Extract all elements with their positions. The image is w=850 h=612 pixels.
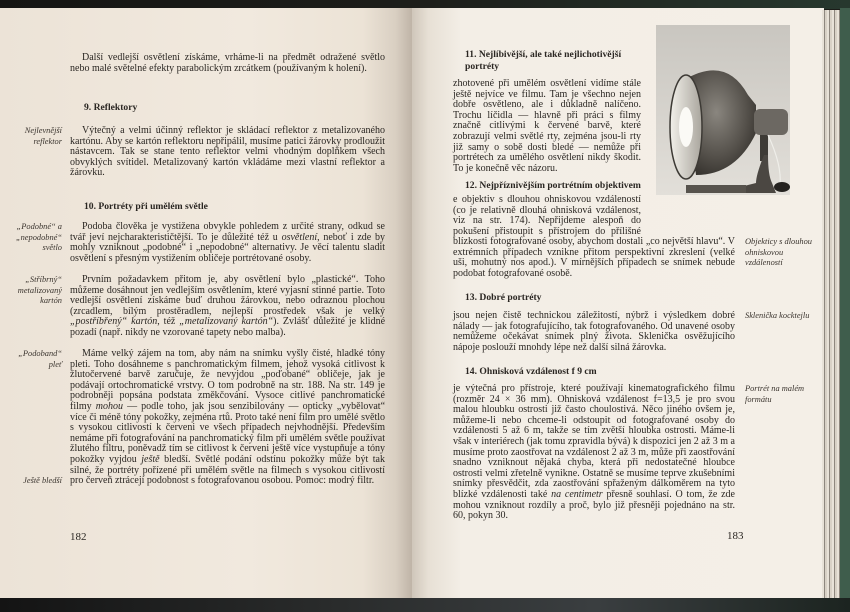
text-run: , též xyxy=(157,316,180,328)
italic-text-run: „postříbřený“ kartón xyxy=(70,316,158,328)
heading-portretni-objektiv: 12. Nejpříznivějším portrétním objektivem xyxy=(465,180,641,191)
book-page-edges xyxy=(822,10,840,598)
text-run: přesně souhlasí. O tom, že zde mohou vzniknout rozdíly a proč, bylo již přesněji pojednáno na str. 60, pokyn 30. xyxy=(453,488,735,522)
text-run: Podoba člověka je vystižena obvykle pohledem z určité strany, odkud se tvář jeví nejcharakterističtější. To je důležité též u xyxy=(70,221,385,243)
margin-note-stribrny: „Stříbrný“ metalizovaný kartón xyxy=(17,275,62,306)
italic-text-run: na centimetr xyxy=(551,488,603,500)
paragraph-intro xyxy=(70,53,385,74)
text-run: , neboť i zde by mohly vzniknout „podobné“ i „nepodobné“ alternativy. Je věcí talentu sladit osvětlení s přesným vystižením obličeje portrétované osoby. xyxy=(70,231,385,264)
text-run: je výtečná pro přístroje, které používají kinematografického filmu (rozměr 24 × 36 mm). Ohnisková vzdálenost f=13,5 je pro svou malou hloubku ostrosti již často choulostivá. Něco jiného ovšem je, můžeme-li nebo chceme-li odstoupit od fotografované osoby do vzdálenosti 5 až 6 m, takže se tím zvětší hloubka ostrosti. Máme-li však v interiérech (jak tomu zpravidla bývá) k dispozici jen 2 až 3 m a musíme proto zaostřovat na vzdálenost 2 až 3 m, může při zaostřování snadno vzniknout nějaká chyba, která při nedostatečné hloubce ostrosti velmi zřetelně vynikne. Ostatně se musíme teprve zkušebními snímky přesvědčit, zda zaostřování spřaženým dálkoměrem na tyto blízké vzdálenosti také xyxy=(453,383,735,500)
paragraph-objektiv-part2 xyxy=(453,237,735,279)
margin-note-bledsi: Ještě bledší xyxy=(23,476,62,485)
margin-note-sklenicka: Sklenička kocktejlu xyxy=(745,311,810,320)
italic-text-run: ještě xyxy=(141,453,160,465)
page-number-left: 182 xyxy=(70,531,87,543)
text-run: — podle toho, jak jsou senzibilovány — opticky „vybělovat“ více či méně tóny pokožky, zejména rtů. Proto také není film pro umělé světlo s vysokou citlivostí k červeni ve všech případech nejvhodnější. Především nemáme při fotografování na panchromatický film při umělém světle používat žlutého filtru, poněvadž tím se citlivost k červeni ještě více vystupňuje a tóny pokožky vyjdou xyxy=(70,400,386,465)
text-run: bledší. Světlé podání odstínu pokožky může být tak silné, že portréty pořízené při umělém světle na filmech s vysokou citlivostí pro červeň ztrácejí podobnost s fotografovanou osobou. Pomoc: modrý filtr. xyxy=(70,453,385,487)
margin-note-portret: Portrét na malém formátu xyxy=(745,384,805,404)
paragraph-dobre-portrety xyxy=(453,311,735,353)
reflector-lamp-photo-icon xyxy=(656,25,790,195)
paragraph-objektiv-part1 xyxy=(453,195,641,237)
text-run: jsou nejen čistě technickou záležitostí, nýbrž i výsledkem dobré nálady — jak fotografujícího, tak fotografovaného. Od unavené osoby nemůžeme očekávat snímek plný života. Sklenička osvěžujícího nápoje poslouží mnohdy lépe než další silná žárovka. xyxy=(453,310,735,353)
text-run: blízkosti fotografované osoby, abychom dostali „co největší hlavu“. V extrémních případech vznikne přitom perspektivní zkreslení (velké uši, mohutný nos apod.). V mírnějších případech se snímek nebude podobat fotografované osobě. xyxy=(453,236,735,279)
text-run: zhotovené při umělém osvětlení vidíme stále ještě nejvíce ve filmu. Tam je všechno nejen dobře osvětleno, ale i důkladně nalíčeno. Trochu líčidla — hlavně při práci s filmy značně citlivými k červené barvě, které zobrazují velmi světlé rty, zejména jsou-li rty již samy o sobě dosti bledé — nemůže při portrétech za umělého osvětlení nikdy škodit. To je konečně věc názoru. xyxy=(453,78,641,174)
text-run: e objektiv s dlouhou ohniskovou vzdáleností (co je relativně dlouhá ohnisková vzdálenost, viz na str. 174). Nepřijdeme alespoň do pokušení přistoupit s přístrojem do přílišné xyxy=(453,194,641,237)
text-run: Další vedlejší osvětlení získáme, vrháme-li na předmět odražené světlo nebo malé světelné efekty parabolickým zrcátkem (používaným k holení). xyxy=(70,52,385,74)
heading-ohniskova-vzdalenost: 14. Ohnisková vzdálenost f 9 cm xyxy=(465,366,597,377)
text-run: ). Zvlášť důležité je klidné pozadí (např. nikdy ne vzorované tapety nebo malba). xyxy=(70,316,386,338)
text-run: Máme velký zájem na tom, aby nám na snímku vyšly čisté, hladké tóny pleti. Toho dosáhneme s panchromatickým filmem, jehož vysoká citlivost k žlutočervené barvě zaručuje, že nevyjdou „poďobané“ obličeje, jak je podávají ortochromatické vrstvy. O tom podrobně na str. 188. Na str. 149 je podrobněji popsána podstata změkčování. Vysoce citlivé panchromatické filmy xyxy=(70,348,385,412)
text-run: Výtečný a velmi účinný reflektor je skládací reflektor z metalizovaného kartónu. Aby se kartón reflektoru nepřipálil, musíme patici žárovky prodloužit nástavcem. Tak se stane tento reflektor velmi vhodným doplňkem všech obvyklých svítidel. Metalizovaný kartón vkládáme mezi vlastní reflektor a žárovku. xyxy=(70,125,385,179)
paragraph-licidla xyxy=(453,79,641,174)
margin-note-objektivy: Objekticy s dlouhou ohniskovou vzdáleností xyxy=(745,237,812,268)
paragraph-plasticke xyxy=(70,275,385,339)
paragraph-ohniskova-vzdalenost xyxy=(453,384,735,522)
italic-text-run: osvětlení xyxy=(281,231,318,243)
margin-note-podoband: „Podoband“ pleť xyxy=(18,349,62,369)
heading-nejlibivejsi-portrety: 11. Nejlíbivější, ale také nejlichotivější portréty xyxy=(465,49,622,72)
heading-portrety-umele-svetlo: 10. Portréty při umělém světle xyxy=(84,201,208,212)
text-run: Prvním požadavkem přitom je, aby osvětlení bylo „plastické“. Toho můžeme dosáhnout jen vedlejším osvětlením, které vyjasní stinné partie. Toto vedlejší osvětlení získáme buď druhou žárovkou, nebo odraznou plochou (zrcadlem, bílým prostěradlem, nejlepší prostředek však je velký xyxy=(70,274,385,317)
heading-dobre-portrety: 13. Dobré portréty xyxy=(465,292,542,303)
paragraph-reflektory xyxy=(70,126,385,179)
paragraph-podoba xyxy=(70,222,385,264)
italic-text-run: mohou xyxy=(95,400,123,412)
italic-text-run: „metalizovaný kartón“ xyxy=(179,316,274,328)
paragraph-plet xyxy=(70,349,385,487)
scan-border-bottom xyxy=(0,598,850,612)
margin-note-reflektor: Nejlevnější reflektor xyxy=(24,126,62,146)
book-cover-edge xyxy=(840,8,850,599)
page-number-right: 183 xyxy=(727,530,744,542)
heading-reflektory: 9. Reflektory xyxy=(84,102,138,113)
margin-note-podobne: „Podobné“ a „nepodobné“ světlo xyxy=(15,222,62,253)
